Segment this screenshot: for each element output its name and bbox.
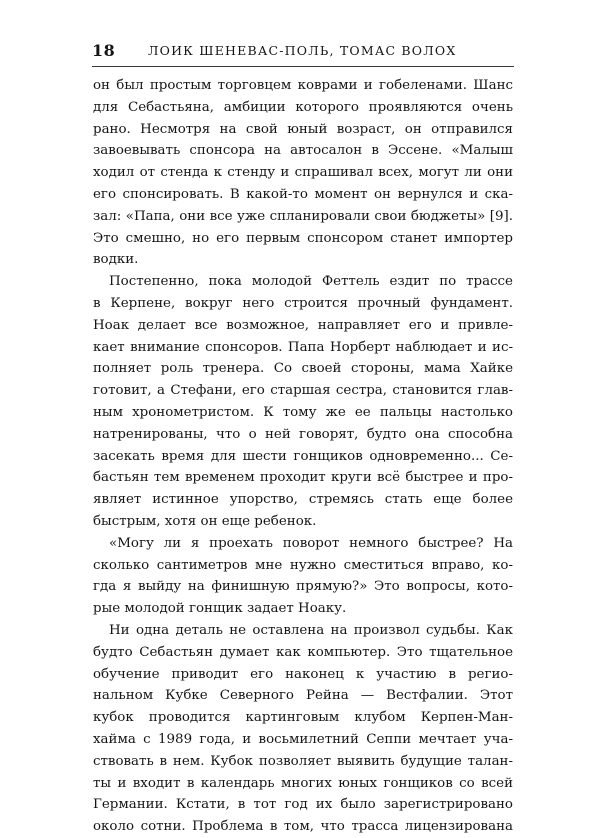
- text-line: ным хронометристом. К тому же ее пальцы настолько: [93, 404, 513, 420]
- text-line: «Могу ли я проехать поворот немного быстрее? На: [109, 535, 513, 551]
- text-line: для Себастьяна, амбиции которого проявляются очень: [93, 99, 513, 115]
- text-line: рые молодой гонщик задает Ноаку.: [93, 601, 347, 617]
- text-line: кает внимание спонсоров. Папа Норберт наблюдает и ис-: [93, 339, 513, 355]
- text-line: около сотни. Проблема в том, что трасса лицензирована: [93, 819, 513, 835]
- text-line: быстрым, хотя он еще ребенок.: [93, 513, 317, 529]
- text-line: ствовать в нем. Кубок позволяет выявить будущие талан-: [93, 753, 513, 769]
- text-line: нальном Кубке Северного Рейна — Вестфалии. Этот: [93, 688, 513, 704]
- text-line: он был простым торговцем коврами и гобеленами. Шанс: [93, 78, 513, 93]
- text-line: сколько сантиметров мне нужно сместиться вправо, ко-: [93, 557, 513, 573]
- text-line: в Керпене, вокруг него строится прочный фундамент.: [93, 295, 513, 311]
- text-line: рано. Несмотря на свой юный возраст, он отправился: [93, 121, 513, 137]
- text-line: хайма с 1989 года, и восьмилетний Сеппи мечтает уча-: [93, 731, 513, 747]
- page-number: 18: [92, 41, 116, 60]
- text-line: его спонсировать. В какой-то момент он вернулся и ска-: [93, 186, 513, 202]
- text-line: Германии. Кстати, в тот год их было зарегистрировано: [93, 797, 513, 813]
- text-line: кубок проводится картинговым клубом Керпен-Ман-: [93, 710, 513, 726]
- text-line: водки.: [93, 252, 139, 268]
- text-line: гда я выйду на финишную прямую?» Это вопросы, кото-: [93, 579, 513, 595]
- text-line: будто Себастьян думает как компьютер. Это тщательное: [93, 644, 513, 660]
- text-line: являет истинное упорство, стремясь стать еще более: [93, 492, 513, 508]
- running-head: ЛОИК ШЕНЕВАС-ПОЛЬ, ТОМАС ВОЛОХ: [148, 43, 457, 58]
- text-line: ты и входит в календарь многих юных гонщиков со всей: [93, 775, 513, 791]
- text-line: готовит, а Стефани, его старшая сестра, становится глав-: [93, 383, 513, 399]
- header-rule: [92, 66, 514, 67]
- text-line: завоевывать спонсора на автосалон в Эссене. «Малыш: [93, 143, 513, 159]
- text-line: Это смешно, но его первым спонсором станет импортер: [93, 230, 513, 246]
- text-line: Ноак делает все возможное, направляет его и привле-: [93, 317, 513, 333]
- text-line: ходил от стенда к стенду и спрашивал всех, могут ли они: [93, 165, 513, 181]
- text-line: натренированы, что о ней говорят, будто она способна: [93, 426, 513, 442]
- body-text: [93, 75, 513, 838]
- text-line: Ни одна деталь не оставлена на произвол судьбы. Как: [109, 622, 513, 638]
- text-line: полняет роль тренера. Со своей стороны, мама Хайке: [93, 361, 513, 377]
- text-line: засекать время для шести гонщиков одновременно... Се-: [93, 448, 513, 464]
- text-line: Постепенно, пока молодой Феттель ездит по трассе: [109, 274, 513, 290]
- text-line: бастьян тем временем проходит круги всё быстрее и про-: [93, 470, 513, 486]
- text-line: обучение приводит его наконец к участию в регио-: [93, 666, 513, 682]
- text-line: зал: «Папа, они все уже спланировали свои бюджеты» [9].: [93, 208, 513, 224]
